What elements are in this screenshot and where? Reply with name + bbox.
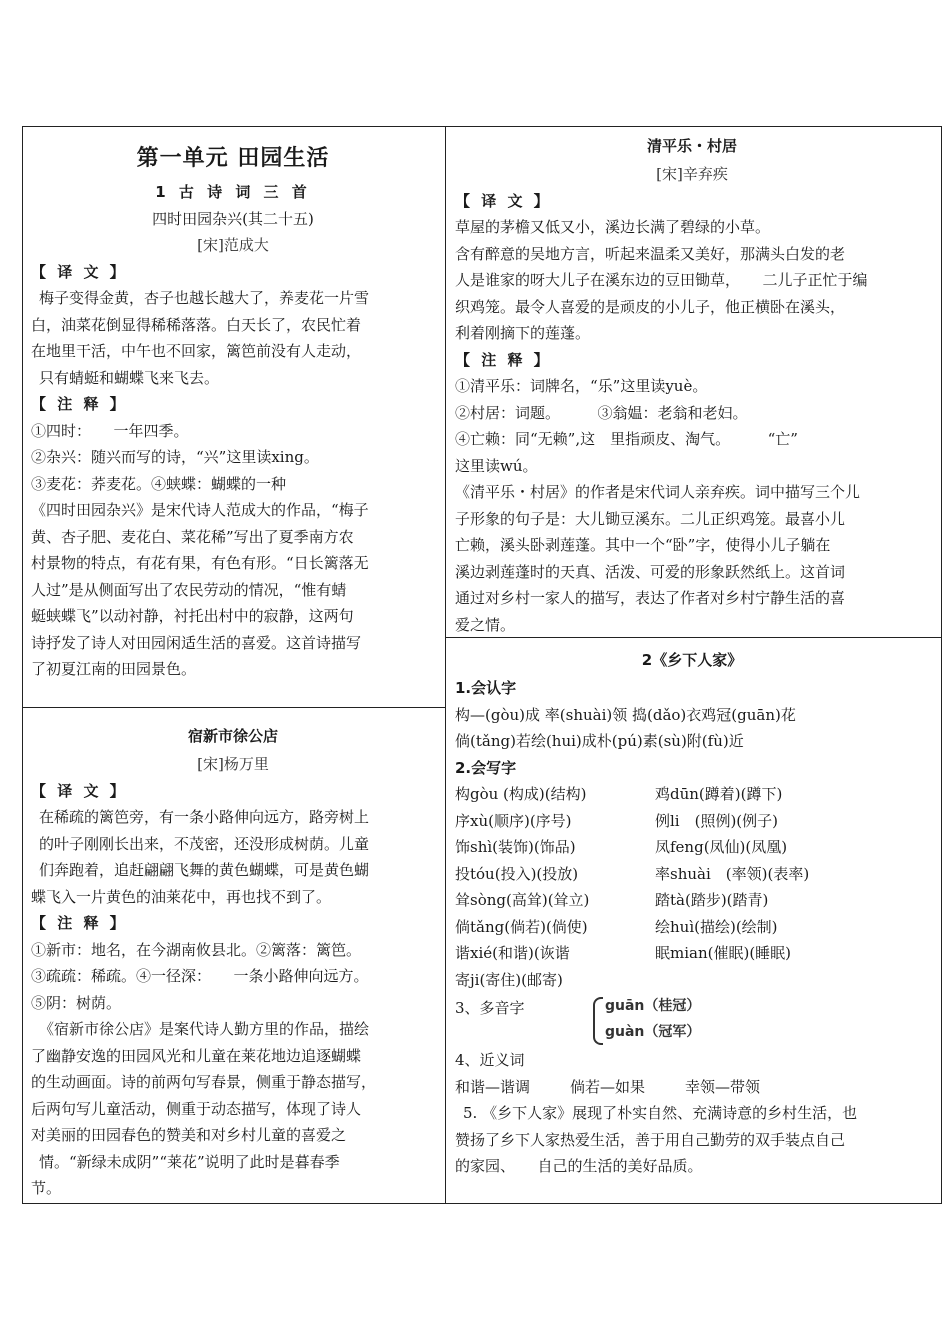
analysis-line: 了初夏江南的田园景色。: [31, 660, 197, 678]
write-row: [455, 781, 929, 808]
note-line: ①新市：地名，在今湖南攸县北。②篱落：篱笆。: [31, 940, 362, 959]
write-row: [455, 887, 929, 914]
analysis-line: 爱之情。: [455, 615, 516, 634]
polyphone-block: [455, 993, 929, 1047]
note-line: ④亡赖：同“无赖”,这 里指顽皮、淘气。 “亡”: [455, 430, 798, 448]
column-divider: [445, 127, 446, 1203]
write-item: 投tóu(投入)(投放): [455, 864, 579, 883]
analysis-line: 情。“新绿未成阴”“莱花”说明了此时是暮春季: [39, 1152, 340, 1171]
lesson-title: 2《乡下人家》: [641, 651, 743, 669]
note-line: ①四时： 一年四季。: [31, 421, 189, 440]
polyphone-reading: guàn（冠军）: [605, 1024, 701, 1040]
analysis-line: 村景物的特点，有花有果，有色有形。“日长篱落无: [31, 554, 369, 572]
translation-line: 蝶飞入一片黄色的油莱花中，再也找不到了。: [31, 887, 332, 906]
poem-author: [宋]杨万里: [197, 755, 269, 773]
recognize-heading: 1.会认字: [455, 679, 517, 697]
write-item: 眠mian(催眠)(睡眠): [655, 944, 792, 962]
write-item: 构gòu (构成)(结构): [455, 785, 587, 803]
translation-line: 含有醉意的吴地方言，听起来温柔又美好，那满头白发的老: [455, 244, 846, 263]
write-item: 序xù(顺序)(序号): [455, 811, 572, 830]
write-row: [455, 914, 929, 941]
notes-heading: 【 注 释 】: [31, 395, 128, 413]
translation-line: 在地里干活，中午也不回家，篱笆前没有人走动，: [31, 342, 362, 360]
translation-heading: 【 译 文 】: [455, 191, 552, 210]
analysis-line: 溪边剥莲蓬时的天真、活泼、可爱的形象跃然纸上。这首词: [455, 562, 846, 581]
worksheet-table: [22, 126, 942, 1204]
left-row-divider: [23, 707, 446, 708]
write-item: 倘tǎng(倘若)(倘使): [455, 917, 588, 936]
translation-line: 在稀疏的篱笆旁，有一条小路伸向远方，路旁树上: [39, 808, 370, 826]
analysis-line: 了幽静安逸的田园风光和儿童在莱花地边追逐蝴蝶: [31, 1046, 362, 1065]
translation-line: 白，油菜花倒显得稀稀落落。白天长了，农民忙着: [31, 315, 362, 334]
brace-icon: [593, 997, 603, 1045]
write-item: 率shuài (率领)(表率): [655, 864, 810, 883]
translation-line: 人是谁家的呀大儿子在溪东边的豆田锄草， 二儿子正忙于编: [455, 271, 868, 289]
analysis-line: 黄、杏子肥、麦花白、菜花稀”写出了夏季南方农: [31, 527, 354, 546]
synonym-pair: 倘若—如果: [570, 1077, 646, 1096]
summary-line: 5. 《乡下人家》展现了朴实自然、充满诗意的乡村生活，也: [463, 1104, 858, 1122]
write-item: 例li (照例)(例子): [655, 811, 779, 830]
analysis-line: 《宿新市徐公店》是案代诗人勤方里的作品，描绘: [39, 1020, 370, 1038]
write-item: 寄ji(寄住)(邮寄): [455, 970, 563, 989]
analysis-line: 通过对乡村一家人的描写，表达了作者对乡村宁静生活的喜: [455, 589, 846, 607]
analysis-line: 诗抒发了诗人对田园闲适生活的喜爱。这首诗描写: [31, 633, 362, 652]
recognize-line: 倘(tǎng)若绘(hui)成朴(pú)素(sù)附(fù)近: [455, 732, 744, 750]
write-row: [455, 861, 929, 888]
translation-line: 只有蜻蜓和蝴蝶飞来飞去。: [39, 368, 220, 387]
translation-line: 利着刚摘下的莲蓬。: [455, 324, 591, 342]
analysis-line: 《四时田园杂兴》是宋代诗人范成大的作品，“梅子: [31, 501, 369, 519]
poem-title: 宿新市徐公店: [187, 727, 278, 745]
write-item: 饰shì(装饰)(饰品): [455, 838, 576, 856]
summary-line: 赞扬了乡下人家热爱生活，善于用自己勤劳的双手装点自己: [455, 1130, 846, 1149]
write-item: 踏tà(踏步)(踏青): [655, 891, 769, 909]
write-row: [455, 834, 929, 861]
cell-xinshi-poem: [23, 721, 445, 1202]
poem-title: 四时田园杂兴(其二十五): [152, 209, 314, 228]
write-item: 凤feng(凤仙)(凤凰): [655, 838, 788, 856]
note-line: ②村居：词题。 ③翁媪：老翁和老妇。: [455, 403, 748, 422]
note-line: ②杂兴：随兴而写的诗，“兴”这里读xing。: [31, 448, 319, 466]
notes-heading: 【 注 释 】: [455, 350, 552, 369]
translation-line: 们奔跑着，追赶翩翩飞舞的黄色蝴蝶，可是黄色蝴: [39, 861, 370, 879]
write-item: 耸sòng(高耸)(耸立): [455, 891, 590, 909]
analysis-line: 对美丽的田园春色的赞美和对乡村儿童的喜爱之: [31, 1126, 347, 1144]
write-row: [455, 940, 929, 967]
cell-four-seasons-poem: [23, 139, 445, 683]
polyphone-heading: 3、多音字: [455, 999, 525, 1017]
cell-qingpingle-poem: [447, 131, 941, 638]
note-line: ③麦花：荞麦花。④蛱蝶：蝴蝶的一种: [31, 474, 287, 493]
analysis-line: 人过”是从侧面写出了农民劳动的情况，“惟有蜻: [31, 580, 347, 599]
synonym-row: [455, 1074, 929, 1101]
polyphone-reading: guān（桂冠）: [605, 998, 701, 1014]
analysis-line: 节。: [31, 1179, 62, 1197]
write-item: 鸡dūn(蹲着)(蹲下): [655, 785, 783, 803]
poem-author: [宋]辛弃疾: [656, 165, 728, 183]
translation-heading: 【 译 文 】: [31, 781, 128, 800]
analysis-line: 亡赖，溪头卧剥莲蓬。其中一个“卧”字，使得小儿子躺在: [455, 536, 831, 554]
translation-line: 草屋的茅檐又低又小，溪边长满了碧绿的小草。: [455, 218, 771, 236]
synonym-heading: 4、近义词: [455, 1051, 525, 1069]
notes-heading: 【 注 释 】: [31, 914, 128, 932]
unit-title: 第一单元 田园生活: [136, 146, 330, 171]
write-row: [455, 967, 929, 994]
translation-heading: 【 译 文 】: [31, 262, 128, 281]
analysis-line: 蜓蛱蝶飞”以动衬静，衬托出村中的寂静，这两句: [31, 607, 354, 625]
write-item: 绘huì(描绘)(绘制): [655, 917, 778, 936]
translation-line: 梅子变得金黄，杏子也越长越大了，养麦花一片雪: [39, 289, 370, 307]
analysis-line: 《清平乐・村居》的作者是宋代词人亲弃疾。词中描写三个儿: [455, 483, 861, 501]
synonym-pair: 和谐—谐调: [455, 1077, 531, 1096]
note-line: ⑤阴：树荫。: [31, 993, 122, 1012]
analysis-line: 子形象的句子是：大儿锄豆溪东。二儿正织鸡笼。最喜小儿: [455, 509, 846, 528]
lesson-title: 1 古 诗 词 三 首: [155, 183, 311, 201]
translation-line: 的叶子刚刚长出来，不茂密，还没形成树荫。儿童: [39, 834, 370, 853]
note-line: 这里读wú。: [455, 456, 538, 475]
poem-author: [宋]范成大: [197, 236, 269, 254]
analysis-line: 的生动画面。诗的前两句写春景，侧重于静态描写，: [31, 1073, 377, 1091]
note-line: ③疏疏：稀疏。④一径深： 一条小路伸向远方。: [31, 967, 369, 985]
poem-title: 清平乐・村居: [646, 137, 737, 155]
recognize-line: 构—(gòu)成 率(shuài)领 捣(dǎo)衣鸡冠(guān)花: [455, 705, 796, 724]
synonym-pair: 幸领—带领: [685, 1077, 761, 1096]
write-row: [455, 808, 929, 835]
note-line: ①清平乐：词牌名，“乐”这里读yuè。: [455, 377, 708, 395]
summary-line: 的家园、 自己的生活的美好品质。: [455, 1157, 703, 1175]
write-item: 谐xié(和谐)(诙谐: [455, 944, 570, 962]
translation-line: 织鸡笼。最令人喜爱的是顽皮的小儿子，他正横卧在溪头，: [455, 297, 846, 316]
analysis-line: 后两句写儿童活动，侧重于动态描写，体现了诗人: [31, 1099, 362, 1118]
cell-xiaxia-renjia: [447, 645, 941, 1180]
write-heading: 2.会写字: [455, 758, 517, 777]
